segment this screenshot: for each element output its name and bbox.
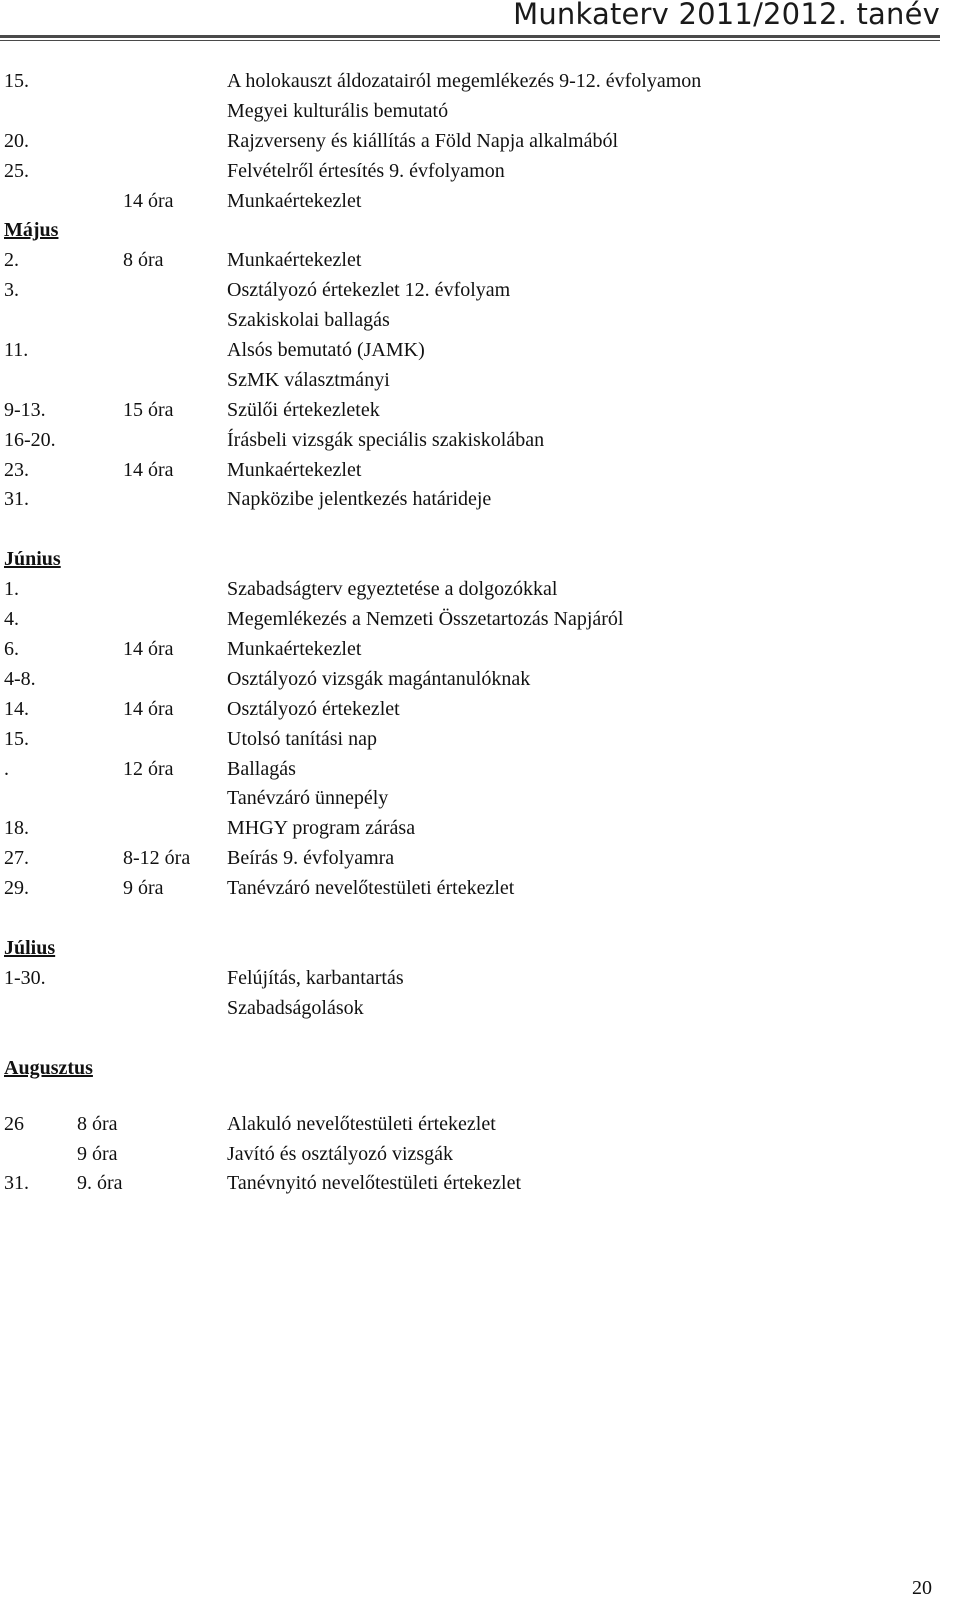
schedule-row [4, 276, 934, 306]
row-event: Napközibe jelentkezés határideje [227, 488, 492, 511]
row-event: Alsós bemutató (JAMK) [227, 339, 425, 362]
schedule-row [4, 874, 934, 904]
month-heading-august: Augusztus [4, 1056, 93, 1079]
row-date: 23. [4, 458, 29, 481]
schedule-row [4, 127, 934, 157]
schedule-row [4, 575, 934, 605]
row-date: 26 [4, 1112, 24, 1135]
row-event: Osztályozó vizsgák magántanulóknak [227, 667, 531, 690]
row-date: 9-13. [4, 398, 46, 421]
row-time: 9. óra [77, 1172, 123, 1195]
row-event: Felvételről értesítés 9. évfolyamon [227, 159, 505, 182]
row-time: 8 óra [77, 1112, 118, 1135]
row-event: Szakiskolai ballagás [227, 309, 390, 332]
spacer [4, 904, 934, 934]
month-heading-row [4, 934, 934, 964]
schedule-row [4, 67, 934, 97]
row-time: 9 óra [77, 1142, 118, 1165]
row-date: 18. [4, 817, 29, 840]
schedule-row [4, 306, 934, 336]
row-time: 14 óra [123, 458, 174, 481]
row-event: MHGY program zárása [227, 817, 416, 840]
row-date: 2. [4, 249, 19, 272]
row-event: SzMK választmányi [227, 368, 390, 391]
row-event: Rajzverseny és kiállítás a Föld Napja alkalmából [227, 129, 618, 152]
row-time: 9 óra [123, 877, 164, 900]
schedule-row [4, 814, 934, 844]
schedule-row [4, 755, 934, 785]
month-heading-row [4, 1054, 934, 1084]
row-date: 15. [4, 727, 29, 750]
row-event: Szabadságolások [227, 996, 364, 1019]
spacer [4, 515, 934, 545]
row-date: 11. [4, 339, 29, 362]
schedule-row [4, 1140, 934, 1170]
schedule-row [4, 695, 934, 725]
row-time: 14 óra [123, 638, 174, 661]
row-date: 6. [4, 638, 19, 661]
row-event: Osztályozó értekezlet 12. évfolyam [227, 279, 511, 302]
schedule-row [4, 246, 934, 276]
row-date: 31. [4, 488, 29, 511]
document-title: Munkaterv 2011/2012. tanév [513, 0, 940, 31]
schedule-row [4, 1169, 934, 1199]
row-date: . [4, 757, 9, 780]
schedule-row [4, 187, 934, 217]
row-time: 8 óra [123, 249, 164, 272]
schedule-row [4, 485, 934, 515]
row-date: 1. [4, 578, 19, 601]
row-date: 20. [4, 129, 29, 152]
page-number: 20 [912, 1577, 932, 1599]
row-time: 8-12 óra [123, 847, 191, 870]
row-time: 14 óra [123, 697, 174, 720]
row-date: 29. [4, 877, 29, 900]
row-event: Alakuló nevelőtestületi értekezlet [227, 1112, 496, 1135]
row-date: 16-20. [4, 428, 56, 451]
row-event: Írásbeli vizsgák speciális szakiskolában [227, 428, 545, 451]
header-rule-thin [0, 40, 940, 41]
row-date: 14. [4, 697, 29, 720]
schedule-row [4, 994, 934, 1024]
schedule-row [4, 844, 934, 874]
page-header [0, 0, 940, 37]
row-event: Munkaértekezlet [227, 458, 362, 481]
row-date: 15. [4, 70, 29, 92]
row-event: Tanévzáró ünnepély [227, 787, 389, 810]
row-date: 1-30. [4, 966, 46, 989]
row-event: Javító és osztályozó vizsgák [227, 1142, 454, 1165]
header-rule [0, 35, 940, 38]
row-event: Munkaértekezlet [227, 249, 362, 272]
schedule-row [4, 336, 934, 366]
row-date: 31. [4, 1172, 29, 1195]
row-event: Megyei kulturális bemutató [227, 99, 449, 122]
row-event: Osztályozó értekezlet [227, 697, 400, 720]
schedule-row [4, 1110, 934, 1140]
schedule-row [4, 605, 934, 635]
row-date: 4. [4, 608, 19, 631]
schedule-row [4, 396, 934, 426]
month-heading-row [4, 545, 934, 575]
schedule-row [4, 964, 934, 994]
row-date: 25. [4, 159, 29, 182]
row-time: 15 óra [123, 398, 174, 421]
row-event: Utolsó tanítási nap [227, 727, 377, 750]
row-event: Munkaértekezlet [227, 189, 362, 212]
spacer [4, 1024, 934, 1054]
row-event: Beírás 9. évfolyamra [227, 847, 395, 870]
schedule-row [4, 725, 934, 755]
spacer [4, 1084, 934, 1110]
row-time: 12 óra [123, 757, 174, 780]
schedule-row [4, 157, 934, 187]
row-date: 27. [4, 847, 29, 870]
row-event: Munkaértekezlet [227, 638, 362, 661]
month-heading-july: Július [4, 937, 56, 960]
row-event: A holokauszt áldozatairól megemlékezés 9-12. évfolyamon [227, 70, 702, 92]
schedule [4, 67, 934, 1199]
schedule-row [4, 665, 934, 695]
row-event: Szülői értekezletek [227, 398, 380, 421]
row-time: 14 óra [123, 189, 174, 212]
schedule-row [4, 426, 934, 456]
schedule-row [4, 97, 934, 127]
schedule-row [4, 366, 934, 396]
schedule-row [4, 635, 934, 665]
row-event: Tanévnyitó nevelőtestületi értekezlet [227, 1172, 522, 1195]
row-event: Ballagás [227, 757, 296, 780]
row-event: Szabadságterv egyeztetése a dolgozókkal [227, 578, 558, 601]
schedule-row [4, 456, 934, 486]
row-event: Tanévzáró nevelőtestületi értekezlet [227, 877, 515, 900]
schedule-row [4, 784, 934, 814]
month-heading-june: Június [4, 548, 61, 571]
row-date: 4-8. [4, 667, 36, 690]
month-heading-may: Május [4, 219, 59, 242]
month-heading-row [4, 216, 934, 246]
row-event: Megemlékezés a Nemzeti Összetartozás Napjáról [227, 608, 624, 631]
row-date: 3. [4, 279, 19, 302]
row-event: Felújítás, karbantartás [227, 966, 404, 989]
